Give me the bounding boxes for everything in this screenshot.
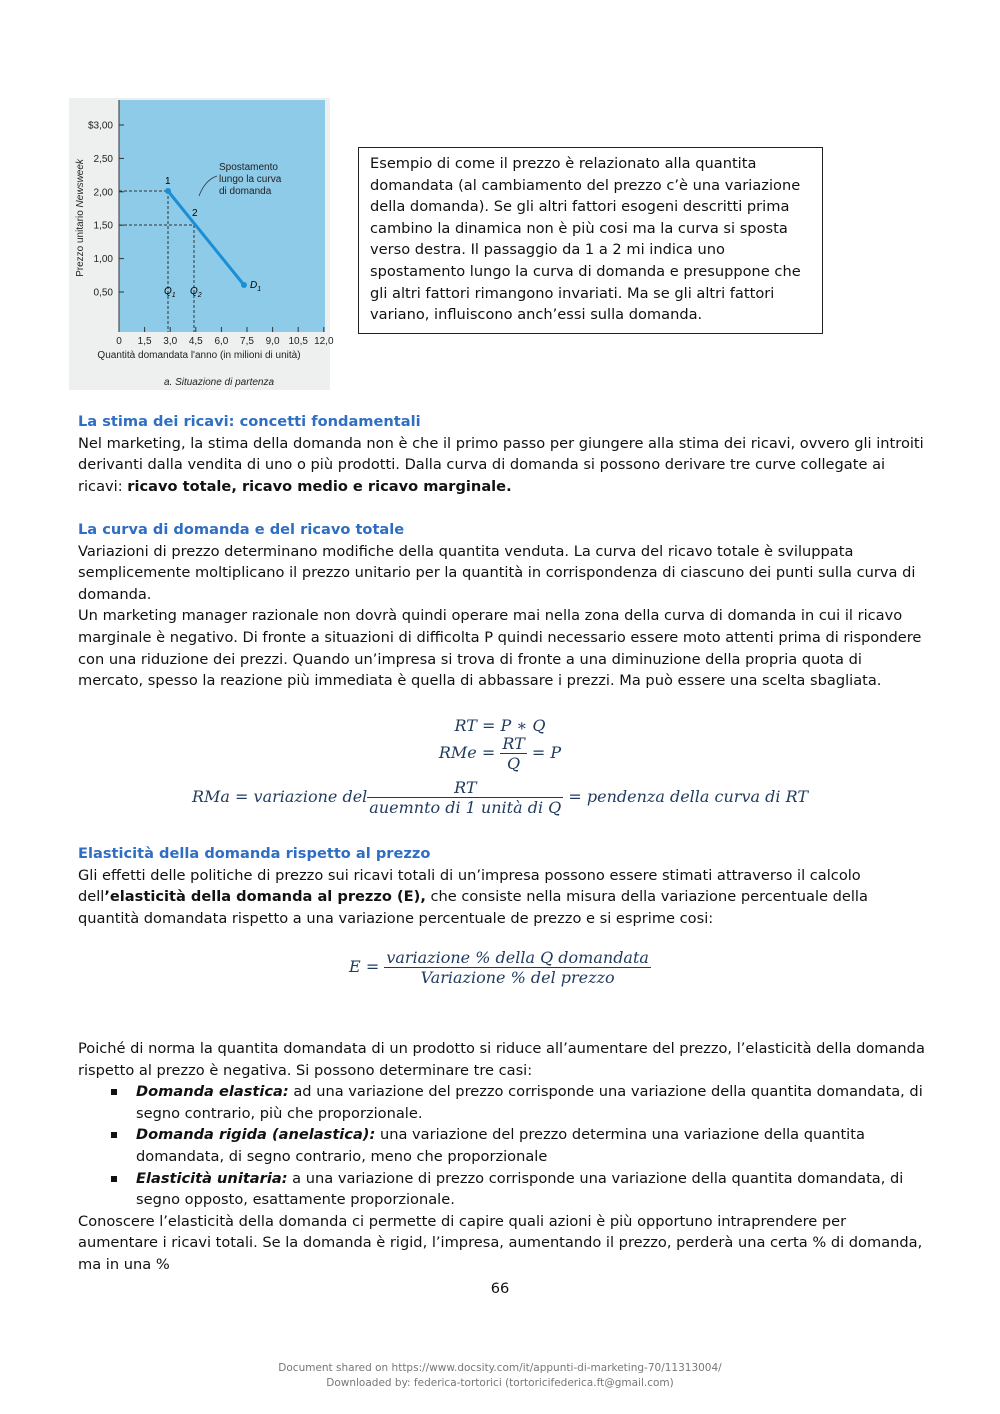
footer-share-link: Document shared on https://www.docsity.com/it/appunti-di-marketing-70/11313004/	[278, 1362, 722, 1374]
x-tick-label: 6,0	[214, 336, 229, 347]
callout-box: Esempio di come il prezzo è relazionato alla quantita domandata (al cambiamento del prezzo c’è una variazione della domanda). Se gli altri fattori esogeni descritti prima cambino la dinamica non è più cosi ma la curva si sposta verso destra. Il passaggio da 1 a 2 mi indica uno spostamento lungo la curva di domanda e presuppone che gli altri fattori rimangono invariati. Ma se gli altri fattori variano, influiscono anch’essi sulla domanda.	[358, 147, 823, 334]
list-item: Elasticità unitaria: a una variazione di prezzo corrisponde una variazione della quantita domandata, di segno opposto, esattamente proporzionale.	[78, 1168, 928, 1211]
x-tick-label: 0	[116, 336, 122, 347]
q2-label: $Q_2$	[190, 286, 202, 299]
x-tick-label: 9,0	[265, 336, 280, 347]
formula-rma: RMa = variazione del $\frac{RT}{\text{auemnto di 1 unità di Q}}$ = pendenza della curva di RT	[192, 778, 808, 817]
footer-download-info: Downloaded by: federica-tortorici (tortoricifederica.ft@gmail.com)	[326, 1377, 674, 1389]
figure-caption: a. Situazione di partenza	[163, 377, 275, 388]
y-tick-label: 0,50	[93, 287, 113, 299]
section-title: La stima dei ricavi: concetti fondamentali	[78, 413, 421, 430]
demand-curve-figure	[69, 98, 334, 390]
section-paragraph: Poiché di norma la quantita domandata di un prodotto si riduce all’aumentare del prezzo, l’elasticità della domanda rispetto al prezzo è negativa. Si possono determinare tre casi:	[78, 1040, 925, 1079]
formula-rt: RT = P ∗ Q	[454, 716, 546, 735]
x-axis-label: Quantità domandata l'anno (in milioni di unità)	[97, 350, 301, 361]
point-1	[165, 188, 171, 194]
footer	[0, 1361, 1000, 1391]
formula-rme: RMe = $\frac{RT}{Q}$ = P	[438, 734, 562, 773]
q1-label: $Q_1$	[164, 286, 176, 299]
y-tick-label: 2,00	[93, 187, 113, 199]
section-revenue-estimate	[78, 411, 928, 497]
page-number: 66	[490, 1280, 510, 1297]
demand-curve-chart	[69, 98, 334, 390]
point-1-label: 1	[165, 176, 171, 187]
section-title: La curva di domanda e del ricavo totale	[78, 521, 405, 538]
x-tick-label: 4,5	[188, 336, 203, 347]
formula-elasticity: E = $\frac{\text{variazione \% della Q domandata}}{\text{Variazione \% del prezzo}}$	[349, 948, 649, 987]
point-2-label: 2	[192, 208, 198, 219]
section-paragraph: Un marketing manager razionale non dovrà quindi operare mai nella zona della curva di domanda in cui il ricavo marginale è negativo. Di fronte a situazioni di difficolta P quindi necessario essere moto attenti prima di rispondere con una riduzione dei prezzi. Quando un’impresa si trova di fronte a una diminuzione della propria quota di mercato, spesso la reazione più immediata è quella di abbassare i prezzi. Ma può essere una scelta sbagliata.	[78, 607, 922, 690]
x-tick-label: 10,5	[288, 336, 308, 347]
x-tick-label: 3,0	[163, 336, 178, 347]
annotation-shift: Spostamento lungo la curva di domanda	[219, 162, 282, 197]
section-title: Elasticità della domanda rispetto al prezzo	[78, 845, 431, 862]
section-demand-total-revenue	[78, 519, 928, 692]
cases-list	[78, 1081, 928, 1211]
x-tick-label: 1,5	[137, 336, 152, 347]
section-paragraph: Variazioni di prezzo determinano modifiche della quantita venduta. La curva del ricavo totale è sviluppata semplicemente moltiplicano il prezzo unitario per la quantità in corrispondenza di ciascuno dei punti sulla curva di domanda.	[78, 542, 916, 603]
x-tick-label: 7,5	[240, 336, 254, 347]
y-axis-label: Prezzo unitario Newsweek	[75, 159, 86, 277]
x-tick-label: 12,0	[314, 336, 334, 347]
y-tick-label: 2,50	[93, 153, 113, 165]
y-tick-label: $3,00	[87, 120, 113, 132]
list-item: Domanda rigida (anelastica): una variazione del prezzo determina una variazione della quantita domandata, di segno contrario, meno che proporzionale	[78, 1124, 928, 1167]
plot-area	[119, 100, 325, 332]
section-paragraph: Conoscere l’elasticità della domanda ci permette di capire quali azioni è più opportuno intraprendere per aumentare i ricavi totali. Se la domanda è rigid, l’impresa, aumentando il prezzo, perderà una certa % di domanda, ma in una %	[78, 1212, 923, 1273]
section-paragraph: Gli effetti delle politiche di prezzo sui ricavi totali di un’impresa possono essere stimati attraverso il calcolo dell’elasticità della domanda al prezzo (E), che consiste nella misura della variazione percentuale della quantità domandata rispetto a una variazione percentuale de prezzo e si esprime cosi:	[78, 866, 868, 927]
section-paragraph: Nel marketing, la stima della domanda non è che il primo passo per giungere alla stima dei ricavi, ovvero gli introiti derivanti dalla vendita di uno o più prodotti. Dalla curva di domanda si possono derivare tre curve collegate ai ricavi: ricavo totale, ricavo medio e ricavo marginale.	[78, 434, 924, 495]
curve-end-point	[241, 282, 247, 288]
section-elasticity-cases	[78, 1038, 928, 1276]
y-tick-label: 1,00	[93, 254, 113, 266]
y-tick-label: 1,50	[93, 220, 113, 232]
list-item: Domanda elastica: ad una variazione del prezzo corrisponde una variazione della quantita domandata, di segno contrario, più che proporzionale.	[78, 1081, 928, 1124]
section-price-elasticity	[78, 843, 928, 929]
curve-label: $D_1$	[250, 280, 262, 293]
